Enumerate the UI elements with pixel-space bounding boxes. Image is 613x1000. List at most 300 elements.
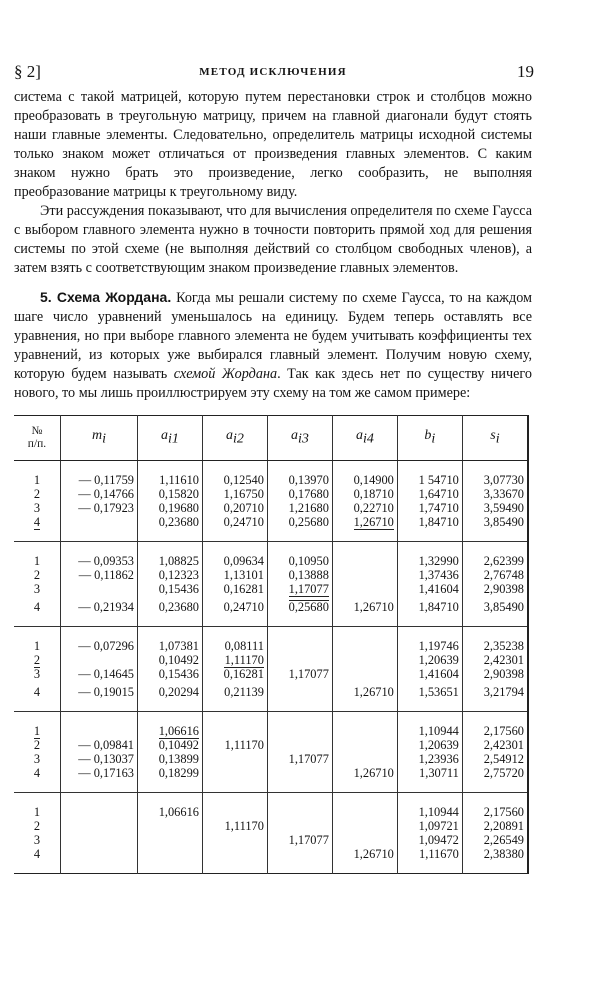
table-row-4-a3: [271, 685, 329, 699]
table-row-1-a2: [206, 724, 264, 738]
table-block-2: [14, 542, 528, 627]
table-row-2-a3: [271, 653, 329, 667]
cell-value: 1,11610: [159, 473, 199, 487]
cell-value: 2,17560: [483, 724, 524, 738]
cell-value: 3,85490: [483, 515, 524, 529]
cell-value: 1,53651: [418, 685, 459, 699]
table-row-4-s: [466, 600, 524, 614]
table-row-2-m: [64, 653, 134, 667]
table-row-1-a4: [336, 473, 394, 487]
table-row-1-m: [64, 805, 134, 819]
cell-value: 1,37436: [418, 568, 459, 582]
cell-value: 0,10492: [158, 738, 199, 752]
cell-value: 1,11170: [224, 653, 264, 667]
table-row-4-a1: [141, 685, 199, 699]
table-row-1-i: [17, 805, 57, 819]
cell-value: 2,62399: [483, 554, 524, 568]
cell-a1: [138, 793, 203, 874]
table-row-2-i: [17, 568, 57, 582]
jordan-scheme-table: [14, 415, 529, 874]
cell-value: 1: [33, 639, 41, 653]
header-chapter-title: МЕТОД ИСКЛЮЧЕНИЯ: [199, 66, 347, 78]
cell-value: 0,15436: [158, 582, 199, 596]
table-row-3-a4: [336, 752, 394, 766]
table-row-2-a4: [336, 653, 394, 667]
table-block-3: [14, 627, 528, 712]
table-row-2-i: [17, 653, 57, 667]
cell-a4: [332, 542, 397, 627]
cell-b: [397, 712, 462, 793]
cell-a4: [332, 461, 397, 542]
cell-value: 1,74710: [418, 501, 459, 515]
cell-value: 3,85490: [483, 600, 524, 614]
cell-value: 0,10492: [158, 653, 199, 667]
cell-value: — 0,21934: [78, 600, 134, 614]
cell-value: 0,20294: [158, 685, 199, 699]
table-row-2-a3: [271, 568, 329, 582]
table-row-1-s: [466, 724, 524, 738]
table-row-1-m: [64, 473, 134, 487]
cell-value: 1: [33, 724, 41, 738]
table-row-1-a3: [271, 805, 329, 819]
cell-value: 2: [33, 653, 41, 667]
table-row-1-a2: [206, 639, 264, 653]
cell-value: 2,42301: [483, 653, 524, 667]
table-row-2-a2: [206, 819, 264, 833]
cell-value: — 0,09841: [78, 738, 134, 752]
cell-value: 1,32990: [418, 554, 459, 568]
table-row-4-a4: [336, 766, 394, 780]
cell-value: 0,08111: [224, 639, 264, 653]
cell-value: 0,17680: [288, 487, 329, 501]
cell-value: 1,09472: [418, 833, 459, 847]
cell-i: [14, 793, 61, 874]
cell-value: 2,54912: [483, 752, 524, 766]
cell-value: 4: [33, 847, 41, 861]
paragraph-3-text-a: Когда мы решали систему по схеме Гаусса, то на каждом шаге число уравнений уменьшалось на единицу. Будем теперь оставлять все уравнения, но при выборе главного элемента не будем учитывать коэффициенты тех уравнений, из которых уже выбирался главный элемент. Получим новую схему, которую будем называть: [14, 290, 532, 382]
table-row-1-i: [17, 724, 57, 738]
table-row-3-a4: [336, 833, 394, 847]
table-row-4-m: [64, 515, 134, 529]
table-row-2-b: [401, 568, 459, 582]
table-row-1-s: [466, 554, 524, 568]
table-row-3-i: [17, 582, 57, 596]
table-row-1-a1: [141, 805, 199, 819]
cell-a1: [138, 461, 203, 542]
cell-s: [462, 712, 528, 793]
table-row-1-s: [466, 473, 524, 487]
table-row-3-a2: [206, 833, 264, 847]
paragraph-3-emphasis: схемой Жордана: [173, 366, 278, 382]
cell-value: 1,26710: [353, 847, 394, 861]
table-row-1-a3: [271, 554, 329, 568]
cell-value: 1,10944: [418, 805, 459, 819]
table-row-3-s: [466, 501, 524, 515]
cell-value: 0,12323: [158, 568, 199, 582]
cell-a1: [138, 542, 203, 627]
cell-value: — 0,14645: [78, 667, 134, 681]
cell-value: 1: [33, 805, 41, 819]
cell-value: 1,26710: [353, 600, 394, 614]
table-row-2-b: [401, 653, 459, 667]
table-row-3-a3: [271, 752, 329, 766]
col-header-a3: $a_{i3}$: [267, 416, 332, 461]
table-row-3-a4: [336, 501, 394, 515]
cell-value: 1,20639: [418, 738, 459, 752]
cell-value: — 0,09353: [78, 554, 134, 568]
table-row-3-b: [401, 752, 459, 766]
table-row-2-a4: [336, 568, 394, 582]
cell-value: 2,76748: [483, 568, 524, 582]
cell-value: 1,13101: [223, 568, 264, 582]
cell-a3: [267, 712, 332, 793]
cell-value: 1,41604: [418, 582, 459, 596]
cell-value: 3: [33, 582, 41, 596]
table-row-1-s: [466, 639, 524, 653]
cell-m: [61, 461, 138, 542]
table-row-4-i: [17, 766, 57, 780]
table-row-2-s: [466, 738, 524, 752]
table-row-4-i: [17, 685, 57, 699]
cell-value: 1,06616: [158, 805, 199, 819]
table-row-2-a1: [141, 738, 199, 752]
cell-a4: [332, 627, 397, 712]
table-body: [14, 461, 528, 874]
table-row-3-a1: [141, 752, 199, 766]
table-block-5: [14, 793, 528, 874]
table-row-3-s: [466, 833, 524, 847]
table-row-2-m: [64, 568, 134, 582]
cell-b: [397, 627, 462, 712]
table-row-3-b: [401, 667, 459, 681]
table-row-3-a1: [141, 582, 199, 596]
cell-value: 1,20639: [418, 653, 459, 667]
cell-value: 1,84710: [418, 515, 459, 529]
table-row-3-i: [17, 833, 57, 847]
table-row-2-a1: [141, 487, 199, 501]
table-row-4-a3: [271, 515, 329, 529]
cell-value: 2,17560: [483, 805, 524, 819]
table-row-1-a2: [206, 554, 264, 568]
cell-value: 1,08825: [158, 554, 199, 568]
cell-value: — 0,11862: [78, 568, 134, 582]
cell-value: 2: [33, 819, 41, 833]
cell-value: 1 54710: [418, 473, 459, 487]
table-row-3-m: [64, 501, 134, 515]
table-row-3-m: [64, 582, 134, 596]
cell-value: 0,13888: [288, 568, 329, 582]
table-row-2-a2: [206, 653, 264, 667]
table-row-3-a1: [141, 833, 199, 847]
table-row-2-a4: [336, 738, 394, 752]
table-row-4-s: [466, 847, 524, 861]
table-row-2-a4: [336, 819, 394, 833]
table-row-4-a4: [336, 515, 394, 529]
cell-a3: [267, 542, 332, 627]
table-row-2-i: [17, 738, 57, 752]
cell-a2: [202, 793, 267, 874]
cell-value: 1,17077: [288, 833, 329, 847]
table-row-4-a4: [336, 685, 394, 699]
col-header-a4: $a_{i4}$: [332, 416, 397, 461]
cell-value: 0,24710: [223, 515, 264, 529]
col-header-a1: $a_{i1}$: [138, 416, 203, 461]
table-row-4-a2: [206, 847, 264, 861]
cell-value: 1,06616: [158, 724, 199, 738]
cell-value: 0,23680: [158, 515, 199, 529]
cell-value: 0,10950: [288, 554, 329, 568]
table-row-1-a4: [336, 724, 394, 738]
cell-value: 4: [33, 766, 41, 780]
paragraph-3-text-b: . Так как здесь нет по существу ничего нового, то мы лишь проиллюстрируем эту схему на том же самом примере:: [14, 366, 532, 401]
cell-value: 1,09721: [418, 819, 459, 833]
table-row-1-a1: [141, 639, 199, 653]
cell-value: 3: [33, 667, 41, 681]
table-row-2-s: [466, 819, 524, 833]
cell-m: [61, 793, 138, 874]
cell-m: [61, 712, 138, 793]
cell-value: — 0,17923: [78, 501, 134, 515]
cell-value: 0,18710: [353, 487, 394, 501]
table-row-3-s: [466, 667, 524, 681]
table-row-4-a3: [271, 766, 329, 780]
book-page: [14, 60, 532, 874]
table-row-3-a1: [141, 501, 199, 515]
table-row-2-b: [401, 738, 459, 752]
table-row-2-a3: [271, 487, 329, 501]
cell-value: 1,26710: [353, 685, 394, 699]
cell-b: [397, 793, 462, 874]
table-row-2-a4: [336, 487, 394, 501]
table-row-3-i: [17, 752, 57, 766]
table-row-3-b: [401, 582, 459, 596]
cell-value: 3: [33, 833, 41, 847]
cell-a3: [267, 627, 332, 712]
table-row-1-i: [17, 554, 57, 568]
cell-value: 0,14900: [353, 473, 394, 487]
table-row-4-m: [64, 847, 134, 861]
table-row-3-a2: [206, 501, 264, 515]
table-row-1-a3: [271, 473, 329, 487]
table-row-4-a4: [336, 600, 394, 614]
cell-value: 1,26710: [353, 766, 394, 780]
paragraph-3: [14, 288, 532, 403]
cell-value: 2,20891: [483, 819, 524, 833]
table-row-3-a2: [206, 582, 264, 596]
cell-value: 4: [33, 515, 41, 529]
table-row-1-a3: [271, 639, 329, 653]
paragraph-1: система с такой матрицей, которую путем перестановки строк и столбцов можно преобразовать в треугольную матрицу, причем на главной диагонали будут стоять наши главные элементы. Следовательно, определитель матрицы исходной системы только знаком может отличаться от произведения главных элементов. С каким знаком нужно брать это произведение, легко сообразить, не выполняя преобразование матрицы к треугольному виду.: [14, 89, 532, 200]
cell-value: 3,07730: [483, 473, 524, 487]
cell-a2: [202, 627, 267, 712]
cell-a3: [267, 461, 332, 542]
table-row-2-a2: [206, 738, 264, 752]
table-header-row: [14, 416, 528, 461]
table-row-4-a1: [141, 766, 199, 780]
table-row-4-a2: [206, 600, 264, 614]
table-row-2-i: [17, 819, 57, 833]
cell-value: 0,16281: [223, 667, 264, 681]
col-header-b: $b_i$: [397, 416, 462, 461]
cell-a4: [332, 793, 397, 874]
table-row-2-b: [401, 819, 459, 833]
cell-value: 0,15436: [158, 667, 199, 681]
cell-value: 1,21680: [288, 501, 329, 515]
cell-value: 2,90398: [483, 582, 524, 596]
cell-value: — 0,14766: [78, 487, 134, 501]
table-row-1-b: [401, 805, 459, 819]
cell-value: 1,19746: [418, 639, 459, 653]
col-header-s: $s_i$: [462, 416, 528, 461]
table-row-4-a2: [206, 685, 264, 699]
cell-b: [397, 542, 462, 627]
table-row-1-a4: [336, 805, 394, 819]
table-row-4-b: [401, 600, 459, 614]
table-row-1-a1: [141, 554, 199, 568]
table-row-4-a2: [206, 515, 264, 529]
table-row-2-m: [64, 738, 134, 752]
cell-value: 2,35238: [483, 639, 524, 653]
cell-value: 0,13899: [158, 752, 199, 766]
cell-s: [462, 793, 528, 874]
table-row-1-m: [64, 554, 134, 568]
col-header-number: № п/п.: [14, 416, 61, 461]
cell-value: 4: [33, 600, 41, 614]
header-page-number: 19: [517, 62, 534, 81]
table-row-2-a2: [206, 487, 264, 501]
cell-m: [61, 627, 138, 712]
cell-m: [61, 542, 138, 627]
paragraph-2: Эти рассуждения показывают, что для вычисления определителя по схеме Гаусса с выбором главного элемента нужно в точности повторить прямой ход для решения системы по этой схеме (не выполняя действий со столбцом свободных членов), а затем взять с соответствующим знаком произведение главных элементов.: [14, 203, 532, 276]
cell-value: 3,21794: [483, 685, 524, 699]
cell-value: 1,11170: [224, 738, 264, 752]
table-row-1-b: [401, 724, 459, 738]
cell-value: 3,33670: [483, 487, 524, 501]
cell-value: 2,38380: [483, 847, 524, 861]
cell-value: 2,75720: [483, 766, 524, 780]
cell-value: 1,23936: [418, 752, 459, 766]
table-row-4-i: [17, 515, 57, 529]
table-row-1-a4: [336, 554, 394, 568]
cell-value: 0,21139: [224, 685, 264, 699]
table-row-4-a2: [206, 766, 264, 780]
cell-value: 1: [33, 554, 41, 568]
table-row-4-s: [466, 766, 524, 780]
table-row-2-i: [17, 487, 57, 501]
table-row-2-s: [466, 487, 524, 501]
cell-value: 1,64710: [418, 487, 459, 501]
table-row-2-m: [64, 819, 134, 833]
cell-value: 2: [33, 568, 41, 582]
table-block-4: [14, 712, 528, 793]
cell-value: 0,13970: [288, 473, 329, 487]
cell-value: 0,25680: [288, 515, 329, 529]
table-row-1-i: [17, 473, 57, 487]
cell-value: 1,17077: [288, 667, 329, 681]
table-row-1-a3: [271, 724, 329, 738]
table-row-2-m: [64, 487, 134, 501]
table-row-2-a1: [141, 568, 199, 582]
table-row-1-i: [17, 639, 57, 653]
table-row-3-i: [17, 501, 57, 515]
table-row-4-m: [64, 766, 134, 780]
cell-value: 2: [33, 487, 41, 501]
cell-i: [14, 627, 61, 712]
table-row-1-a1: [141, 724, 199, 738]
cell-value: 1,17077: [288, 582, 329, 596]
table-row-2-s: [466, 653, 524, 667]
cell-value: 2,90398: [483, 667, 524, 681]
table-row-3-a2: [206, 752, 264, 766]
table-row-1-b: [401, 473, 459, 487]
table-row-2-a2: [206, 568, 264, 582]
cell-a1: [138, 627, 203, 712]
cell-value: — 0,17163: [78, 766, 134, 780]
cell-value: 1,07381: [158, 639, 199, 653]
table-row-3-s: [466, 752, 524, 766]
cell-value: 2,42301: [483, 738, 524, 752]
cell-value: 1,17077: [288, 752, 329, 766]
table-row-3-s: [466, 582, 524, 596]
table-row-4-s: [466, 685, 524, 699]
table-row-1-m: [64, 639, 134, 653]
table-row-4-b: [401, 847, 459, 861]
cell-value: 1: [33, 473, 41, 487]
cell-value: 1,84710: [418, 600, 459, 614]
table-row-3-m: [64, 752, 134, 766]
cell-value: 4: [33, 685, 41, 699]
cell-value: 0,19680: [158, 501, 199, 515]
table-row-4-a3: [271, 600, 329, 614]
table-row-1-b: [401, 554, 459, 568]
table-row-2-s: [466, 568, 524, 582]
table-row-3-a4: [336, 667, 394, 681]
col-header-a2: $a_{i2}$: [202, 416, 267, 461]
cell-a2: [202, 712, 267, 793]
table-row-4-m: [64, 685, 134, 699]
table-row-3-a3: [271, 501, 329, 515]
cell-value: — 0,07296: [78, 639, 134, 653]
table-row-1-a2: [206, 805, 264, 819]
cell-b: [397, 461, 462, 542]
cell-value: 0,15820: [158, 487, 199, 501]
cell-s: [462, 461, 528, 542]
cell-value: 0,20710: [223, 501, 264, 515]
cell-i: [14, 542, 61, 627]
table-row-1-b: [401, 639, 459, 653]
cell-value: — 0,11759: [78, 473, 134, 487]
cell-value: 1,26710: [353, 515, 394, 529]
cell-s: [462, 542, 528, 627]
cell-value: 0,23680: [158, 600, 199, 614]
table-row-4-m: [64, 600, 134, 614]
cell-a3: [267, 793, 332, 874]
section-heading: 5. Схема Жордана.: [40, 289, 172, 305]
cell-value: 1,16750: [223, 487, 264, 501]
table-row-4-a1: [141, 600, 199, 614]
table-row-4-b: [401, 515, 459, 529]
cell-value: 3,59490: [483, 501, 524, 515]
cell-value: 3: [33, 752, 41, 766]
table-row-3-a3: [271, 667, 329, 681]
col-header-m: $m_i$: [61, 416, 138, 461]
table-row-4-a3: [271, 847, 329, 861]
cell-s: [462, 627, 528, 712]
table-row-1-a2: [206, 473, 264, 487]
table-row-3-a3: [271, 582, 329, 596]
table-row-4-a1: [141, 847, 199, 861]
cell-value: 0,22710: [353, 501, 394, 515]
